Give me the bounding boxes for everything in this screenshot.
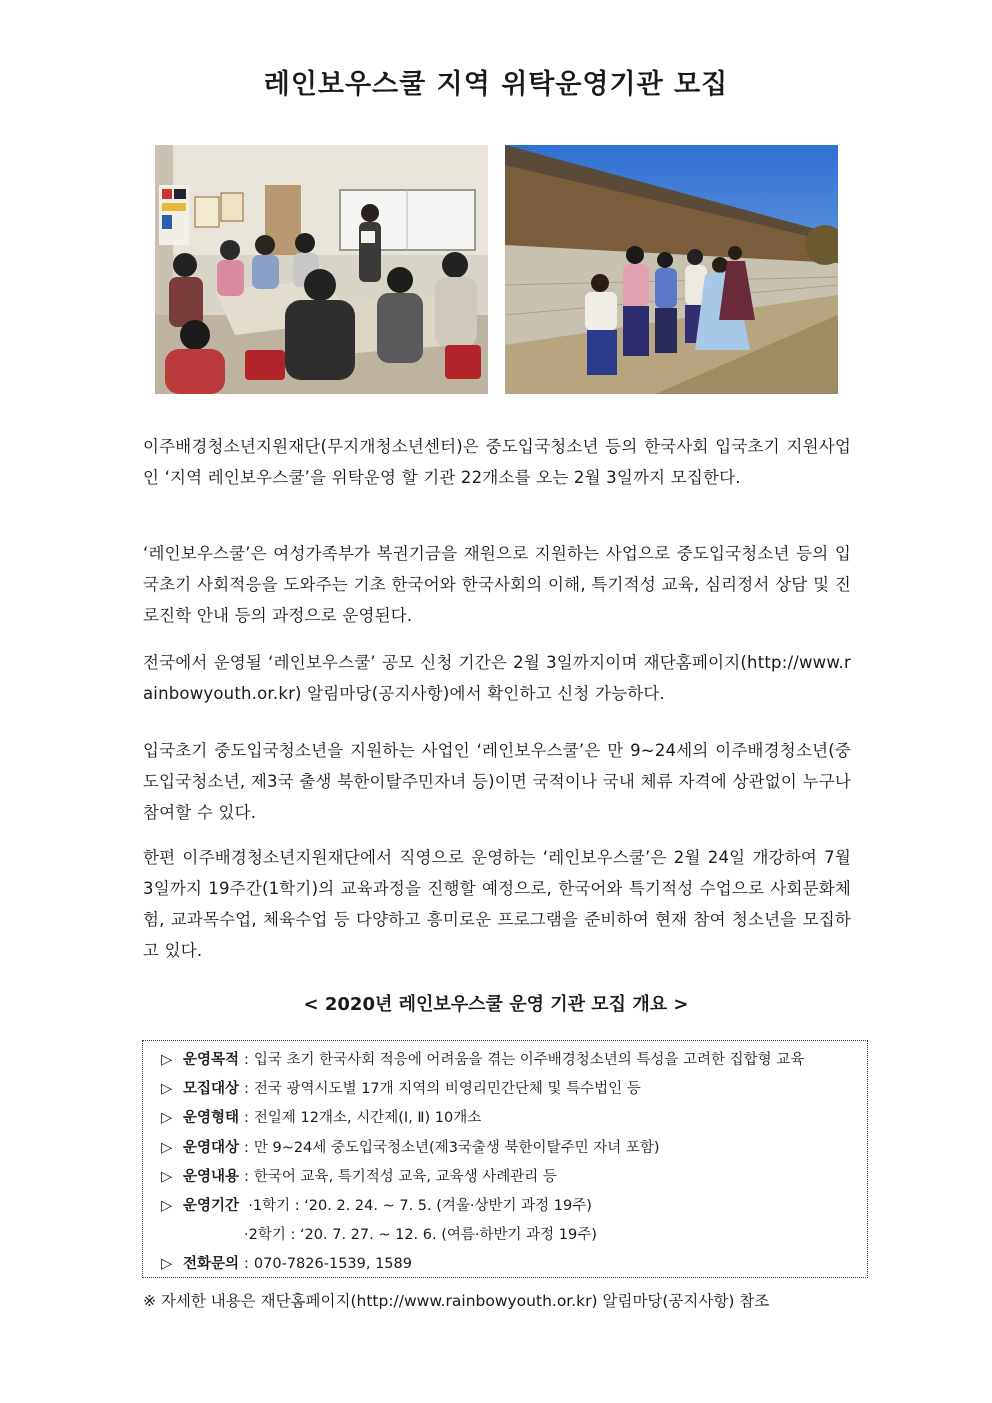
overview-row-purpose <box>161 1046 867 1075</box>
overview-separator: : <box>244 1256 249 1273</box>
page-title: 레인보우스쿨 지역 위탁운영기관 모집 <box>263 69 729 100</box>
palace-hanbok-photo <box>505 145 838 394</box>
overview-row-period <box>161 1192 867 1221</box>
overview-row-participants <box>161 1134 867 1163</box>
triangle-right-icon: ▷ <box>161 1256 173 1273</box>
overview-label: 모집대상 <box>183 1081 240 1098</box>
overview-row-content <box>161 1163 867 1192</box>
overview-separator: : <box>244 1168 249 1185</box>
paragraph-3: 전국에서 운영될 ‘레인보우스쿨’ 공모 신청 기간은 2월 3일까지이며 재단홈페이지(http://www.rainbowyouth.or.kr) 알림마당(공지사항)에서 확인하고 신청 가능하다. <box>143 653 851 703</box>
triangle-right-icon: ▷ <box>161 1081 173 1098</box>
overview-row-period-2 <box>161 1221 867 1250</box>
overview-label: 운영대상 <box>183 1139 240 1156</box>
paragraph-5: 한편 이주배경청소년지원재단에서 직영으로 운영하는 ‘레인보우스쿨’은 2월 24일 개강하여 7월 3일까지 19주간(1학기)의 교육과정을 진행할 예정으로, 한국어와 특기적성 수업으로 사회문화체험, 교과목수업, 체육수업 등 다양하고 흥미로운 프로그램을 준비하여 현재 참여 청소년을 모집하고 있다. <box>143 848 851 960</box>
overview-box <box>142 1040 868 1278</box>
overview-row-contact <box>161 1250 867 1279</box>
overview-separator: : <box>244 1081 249 1098</box>
triangle-right-icon: ▷ <box>161 1139 173 1156</box>
overview-label: 전화문의 <box>183 1256 240 1273</box>
triangle-right-icon: ▷ <box>161 1168 173 1185</box>
overview-value: 만 9~24세 중도입국청소년(제3국출생 북한이탈주민 자녀 포함) <box>253 1139 660 1156</box>
triangle-right-icon: ▷ <box>161 1110 173 1127</box>
overview-value: ·2학기 : ‘20. 7. 27. ~ 12. 6. (여름·하반기 과정 19주) <box>244 1227 597 1244</box>
paragraph-1: 이주배경청소년지원재단(무지개청소년센터)은 중도입국청소년 등의 한국사회 입국초기 지원사업인 ‘지역 레인보우스쿨’을 위탁운영 할 기관 22개소를 오는 2월 3일까지 모집한다. <box>143 437 851 487</box>
overview-label: 운영내용 <box>183 1168 240 1185</box>
overview-value: 한국어 교육, 특기적성 교육, 교육생 사례관리 등 <box>253 1168 557 1185</box>
overview-value: 입국 초기 한국사회 적응에 어려움을 겪는 이주배경청소년의 특성을 고려한 집합형 교육 <box>253 1052 805 1068</box>
overview-separator: : <box>244 1052 249 1068</box>
triangle-right-icon: ▷ <box>161 1052 173 1068</box>
overview-label: 운영형태 <box>183 1110 240 1127</box>
overview-label: 운영목적 <box>183 1052 240 1068</box>
footnote: ※ 자세한 내용은 재단홈페이지(http://www.rainbowyouth.or.kr) 알림마당(공지사항) 참조 <box>143 1292 770 1310</box>
overview-value: 070-7826-1539, 1589 <box>253 1256 412 1273</box>
paragraph-4: 입국초기 중도입국청소년을 지원하는 사업인 ‘레인보우스쿨’은 만 9~24세의 이주배경청소년(중도입국청소년, 제3국 출생 북한이탈주민자녀 등)이면 국적이나 국내 체류 자격에 상관없이 누구나 참여할 수 있다. <box>143 741 851 822</box>
overview-value: 전국 광역시도별 17개 지역의 비영리민간단체 및 특수법인 등 <box>253 1081 641 1098</box>
triangle-right-icon: ▷ <box>161 1197 173 1214</box>
overview-row-type <box>161 1104 867 1133</box>
overview-separator: : <box>244 1139 249 1156</box>
overview-value: 전일제 12개소, 시간제(Ⅰ, Ⅱ) 10개소 <box>253 1110 482 1127</box>
overview-label: 운영기간 <box>183 1197 240 1214</box>
overview-row-target <box>161 1075 867 1104</box>
paragraph-2: ‘레인보우스쿨’은 여성가족부가 복권기금을 재원으로 지원하는 사업으로 중도입국청소년 등의 입국초기 사회적응을 도와주는 기초 한국어와 한국사회의 이해, 특기적성 교육, 심리정서 상담 및 진로진학 안내 등의 과정으로 운영된다. <box>143 544 851 625</box>
classroom-photo <box>155 145 488 394</box>
overview-heading: < 2020년 레인보우스쿨 운영 기관 모집 개요 > <box>303 994 689 1015</box>
overview-value: ·1학기 : ‘20. 2. 24. ~ 7. 5. (겨울·상반기 과정 19주) <box>248 1197 592 1214</box>
overview-separator: : <box>244 1110 249 1127</box>
